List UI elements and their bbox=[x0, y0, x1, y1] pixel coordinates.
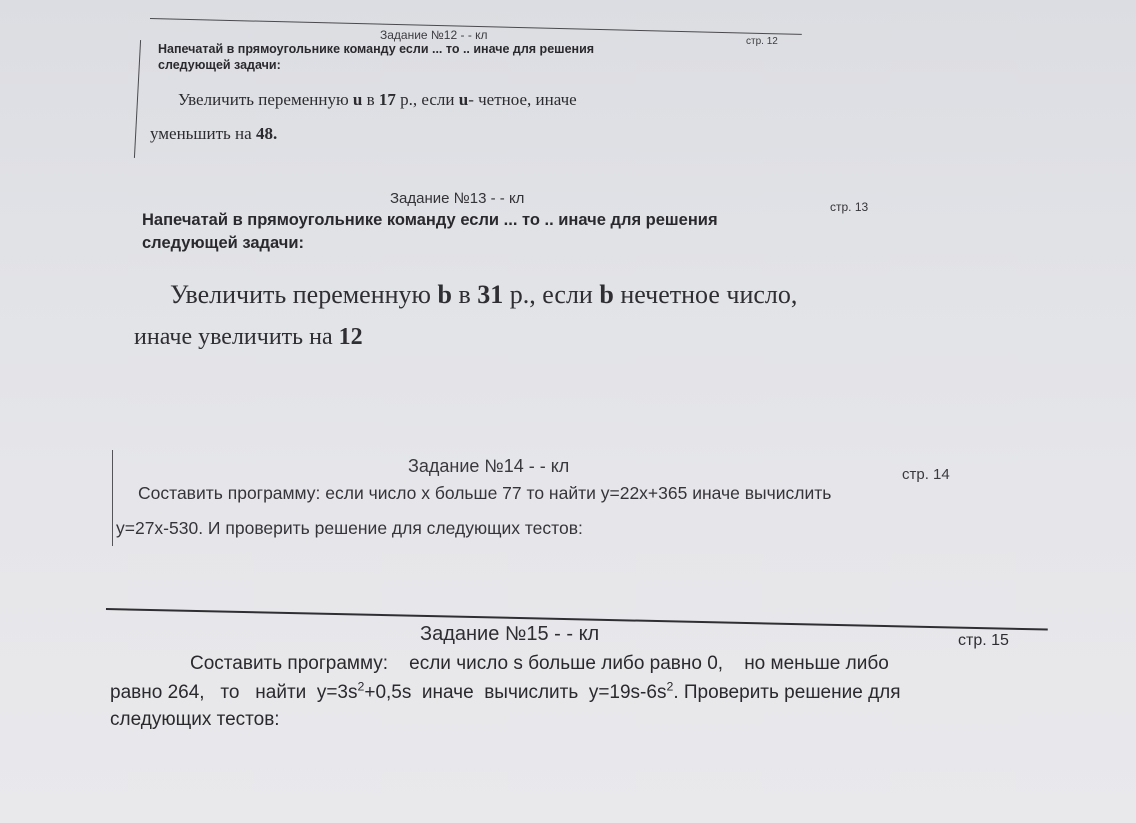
task15-title: Задание №15 - - кл bbox=[420, 623, 600, 645]
task13-number: 31 bbox=[477, 280, 504, 309]
task12-text-part: Увеличить переменную bbox=[178, 90, 353, 109]
task14-problem-line2: y=27x-530. И проверить решение для следующих тестов: bbox=[116, 518, 583, 538]
task12-text-part: в bbox=[362, 90, 379, 109]
task13-text-part: нечетное число, bbox=[613, 280, 798, 309]
task15-superscript: 2 bbox=[666, 679, 674, 694]
task13-text-part: р., если bbox=[503, 280, 600, 309]
task13-number: 12 bbox=[338, 324, 363, 350]
task13-title: Задание №13 - - кл bbox=[390, 190, 525, 207]
task15-problem-line3: следующих тестов: bbox=[110, 709, 280, 730]
task15-problem-line2 bbox=[110, 679, 901, 704]
task15-text-part: +0,5s иначе вычислить y=19s-6s bbox=[364, 682, 667, 703]
task12-text-part: - четное, иначе bbox=[468, 90, 577, 109]
task13-text-part: в bbox=[451, 280, 478, 309]
task13-problem-line1 bbox=[170, 280, 797, 310]
task13-text-part: Увеличить переменную bbox=[170, 280, 438, 309]
task15-text-part: равно 264, то найти y=3s bbox=[110, 682, 358, 703]
task12-page-number: стр. 12 bbox=[746, 36, 778, 47]
task15-superscript: 2 bbox=[357, 679, 365, 694]
task12-number: 17 bbox=[378, 90, 396, 109]
task13-variable: b bbox=[437, 280, 452, 309]
task13-instruction-line1: Напечатай в прямоугольнике команду если ... то .. иначе для решения bbox=[142, 211, 718, 229]
task12-variable: u bbox=[352, 90, 363, 109]
task14-title: Задание №14 - - кл bbox=[408, 456, 570, 476]
task14-left-border bbox=[112, 450, 113, 546]
task12-variable: u bbox=[458, 90, 469, 109]
task15-text-part: . Проверить решение для bbox=[673, 682, 901, 703]
task12-left-border bbox=[134, 40, 141, 158]
task13-page-number: стр. 13 bbox=[830, 200, 869, 214]
task12-problem-line1 bbox=[178, 90, 577, 110]
task12-text-part: р., если bbox=[395, 90, 459, 109]
task14-problem-line1: Составить программу: если число x больше 77 то найти y=22x+365 иначе вычислить bbox=[138, 483, 832, 503]
task15-problem-line1: Составить программу: если число s больше либо равно 0, но меньше либо bbox=[190, 653, 889, 674]
task12-number: 48. bbox=[255, 124, 278, 143]
task12-instruction-line1: Напечатай в прямоугольнике команду если ... то .. иначе для решения bbox=[158, 42, 595, 56]
task15-page-number: стр. 15 bbox=[958, 632, 1009, 649]
task12-instruction-line2: следующей задачи: bbox=[158, 58, 281, 72]
task13-text-part: иначе увеличить на bbox=[134, 324, 339, 350]
task12-title: Задание №12 - - кл bbox=[380, 28, 488, 42]
task13-instruction-line2: следующей задачи: bbox=[142, 234, 305, 252]
task12-text-part: уменьшить на bbox=[150, 124, 256, 143]
task12-problem-line2 bbox=[150, 124, 277, 144]
task13-problem-line2 bbox=[134, 324, 363, 351]
task13-variable: b bbox=[599, 280, 614, 309]
task14-page-number: стр. 14 bbox=[902, 466, 950, 483]
